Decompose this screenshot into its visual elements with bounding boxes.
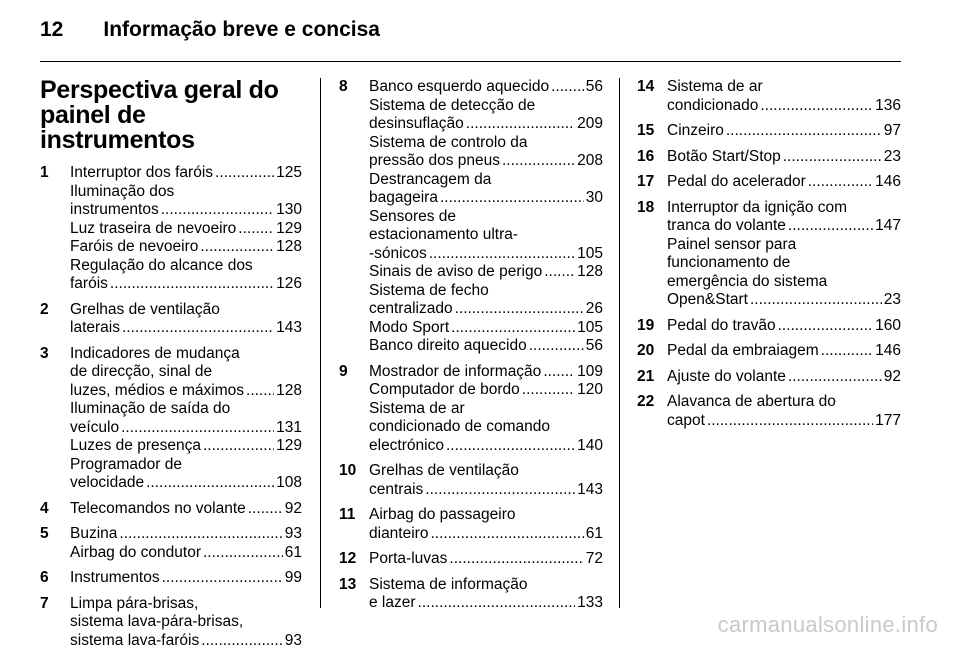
- leader-dots: [248, 500, 283, 519]
- leader-dots: [522, 381, 575, 400]
- entry-number: 14: [637, 78, 655, 95]
- entry-text: condicionado de comando: [369, 418, 550, 435]
- leader-dots: [246, 382, 274, 401]
- entry-text: tranca do volante: [667, 217, 786, 234]
- page-reference[interactable]: 105: [577, 244, 603, 262]
- leader-dots: [529, 337, 584, 356]
- index-entry: [637, 317, 901, 336]
- index-entry: [339, 506, 603, 543]
- entry-number: 3: [40, 344, 49, 362]
- page-reference[interactable]: 92: [284, 499, 302, 517]
- leader-dots: [707, 412, 873, 431]
- leader-dots: [161, 201, 274, 220]
- leader-dots: [502, 152, 575, 171]
- page-reference[interactable]: 130: [276, 201, 302, 218]
- entry-text: laterais: [70, 319, 120, 336]
- leader-dots: [203, 437, 274, 456]
- index-entry: [637, 393, 901, 430]
- entry-number: 13: [339, 575, 357, 593]
- index-entry: [637, 78, 901, 115]
- page-reference[interactable]: 30: [585, 189, 603, 206]
- leader-dots: [201, 632, 283, 651]
- entry-text: Open&Start: [667, 291, 748, 308]
- entry-text: Pedal do acelerador: [667, 173, 806, 190]
- entry-text: -sónicos: [369, 244, 427, 262]
- index-entry: [339, 462, 603, 499]
- entry-text: Botão Start/Stop: [667, 147, 781, 165]
- leader-dots: [788, 368, 882, 387]
- entry-text: Sinais de aviso de perigo: [369, 263, 543, 280]
- index-entry: [637, 173, 901, 192]
- watermark: carmanualsonline.info: [717, 612, 938, 637]
- entry-text: capot: [667, 411, 705, 429]
- entry-text: dianteiro: [369, 524, 429, 542]
- entry-number: 4: [40, 499, 49, 517]
- page-reference[interactable]: 93: [284, 631, 302, 649]
- leader-dots: [455, 300, 584, 319]
- entry-number: 10: [339, 462, 357, 479]
- entry-number: 1: [40, 164, 49, 181]
- entry-number: 7: [40, 594, 49, 612]
- entry-text: Destrancagem da: [369, 170, 492, 188]
- leader-dots: [200, 238, 274, 257]
- page-reference[interactable]: 126: [276, 275, 302, 292]
- page-reference[interactable]: 146: [875, 173, 901, 190]
- column-1: [40, 78, 302, 657]
- entry-text: sistema lava-faróis: [70, 631, 200, 649]
- entry-number: 6: [40, 569, 49, 586]
- entry-number: 15: [637, 122, 655, 139]
- index-entry: [40, 569, 302, 588]
- entry-number: 12: [339, 550, 357, 567]
- column-divider-2: [619, 78, 620, 608]
- page-reference[interactable]: 177: [875, 411, 901, 429]
- page-reference[interactable]: 97: [883, 122, 901, 139]
- entry-number: 8: [339, 78, 348, 95]
- leader-dots: [121, 419, 274, 438]
- entry-text: Sistema de informação: [369, 575, 528, 593]
- index-entry: [637, 122, 901, 141]
- leader-dots: [808, 173, 873, 192]
- entry-number: 18: [637, 198, 655, 216]
- leader-dots: [215, 164, 274, 183]
- entry-text: e lazer: [369, 594, 416, 611]
- index-entry: [339, 550, 603, 569]
- leader-dots: [451, 319, 575, 338]
- leader-dots: [750, 291, 882, 310]
- page-reference[interactable]: 105: [577, 318, 603, 336]
- entry-number: 19: [637, 316, 655, 334]
- entry-text: Limpa pára-brisas,: [70, 594, 199, 612]
- leader-dots: [544, 263, 575, 282]
- entry-text: Regulação do alcance dos: [70, 256, 253, 274]
- leader-dots: [551, 78, 584, 97]
- page-reference[interactable]: 131: [276, 418, 302, 436]
- entry-text: Telecomandos no volante: [70, 499, 246, 517]
- entry-text: Iluminação dos: [70, 182, 175, 200]
- page-reference[interactable]: 160: [875, 316, 901, 334]
- page-reference[interactable]: 140: [577, 436, 603, 454]
- leader-dots: [429, 245, 575, 264]
- index-entry: [339, 78, 603, 356]
- page-reference[interactable]: 143: [577, 480, 603, 498]
- index-entry: [40, 301, 302, 338]
- leader-dots: [238, 220, 274, 239]
- entry-text: Sistema de fecho: [369, 281, 489, 299]
- index-entry: [339, 576, 603, 613]
- entry-text: Banco esquerdo aquecido: [369, 78, 550, 95]
- index-entry: [40, 164, 302, 294]
- page-reference[interactable]: 143: [276, 319, 302, 336]
- page-reference[interactable]: 23: [883, 291, 901, 308]
- entry-text: condicionado: [667, 96, 759, 114]
- entry-text: emergência do sistema: [667, 272, 828, 290]
- page-reference[interactable]: 128: [577, 263, 603, 280]
- section-title: Perspectiva geral do painel de instrumentos: [40, 76, 279, 154]
- page-reference[interactable]: 146: [875, 342, 901, 359]
- entry-number: 2: [40, 300, 49, 318]
- entry-text: Mostrador de informação: [369, 362, 542, 380]
- entry-text: Ajuste do volante: [667, 367, 786, 385]
- page-reference[interactable]: 109: [577, 362, 603, 380]
- entry-text: Instrumentos: [70, 569, 160, 586]
- entry-text: Modo Sport: [369, 318, 450, 336]
- entry-text: Luzes de presença: [70, 437, 201, 454]
- entry-text: estacionamento ultra-: [369, 226, 519, 243]
- page-reference[interactable]: 56: [585, 78, 603, 95]
- column-2: [339, 78, 603, 620]
- page-reference[interactable]: 56: [585, 337, 603, 354]
- entry-text: Computador de bordo: [369, 381, 520, 398]
- entry-number: 9: [339, 362, 348, 380]
- entry-number: 21: [637, 367, 655, 385]
- page-reference[interactable]: 61: [284, 543, 302, 561]
- page-reference[interactable]: 128: [276, 381, 302, 399]
- entry-text: luzes, médios e máximos: [70, 381, 245, 399]
- entry-text: electrónico: [369, 436, 444, 454]
- leader-dots: [430, 525, 583, 544]
- entry-text: Cinzeiro: [667, 122, 724, 139]
- leader-dots: [778, 317, 874, 336]
- entry-number: 16: [637, 147, 655, 165]
- leader-dots: [119, 525, 282, 544]
- page-reference[interactable]: 26: [585, 300, 603, 317]
- leader-dots: [418, 594, 576, 613]
- leader-dots: [110, 275, 274, 294]
- entry-text: Pedal da embraiagem: [667, 342, 819, 359]
- index-entry: [40, 525, 302, 562]
- index-entry: [339, 363, 603, 456]
- page-reference[interactable]: 133: [577, 594, 603, 611]
- leader-dots: [440, 189, 584, 208]
- page-reference[interactable]: 72: [585, 550, 603, 567]
- page-reference[interactable]: 129: [276, 219, 302, 237]
- entry-text: bagageira: [369, 189, 438, 206]
- leader-dots: [425, 481, 575, 500]
- page-number: 12: [40, 18, 64, 41]
- entry-text: Luz traseira de nevoeiro: [70, 219, 237, 237]
- entry-text: Indicadores de mudança: [70, 344, 240, 362]
- entry-text: funcionamento de: [667, 254, 791, 271]
- index-entry: [637, 342, 901, 361]
- entry-text: Alavanca de abertura do: [667, 393, 836, 410]
- page-reference[interactable]: 108: [276, 474, 302, 491]
- leader-dots: [466, 115, 575, 134]
- entry-text: Sistema de ar: [369, 399, 465, 417]
- entry-text: centrais: [369, 480, 424, 498]
- entry-text: Airbag do passageiro: [369, 506, 516, 523]
- page-reference[interactable]: 209: [577, 115, 603, 132]
- entry-text: Interruptor da ignição com: [667, 198, 848, 216]
- leader-dots: [821, 342, 873, 361]
- leader-dots: [449, 550, 583, 569]
- index-entry: [637, 199, 901, 310]
- page-reference[interactable]: 61: [585, 524, 603, 542]
- entry-text: desinsuflação: [369, 115, 464, 132]
- entry-text: Banco direito aquecido: [369, 337, 527, 354]
- page-reference[interactable]: 129: [276, 437, 302, 454]
- entry-text: velocidade: [70, 474, 145, 491]
- page-reference[interactable]: 136: [875, 96, 901, 114]
- entry-text: Sensores de: [369, 207, 457, 225]
- entry-number: 20: [637, 342, 655, 359]
- chapter-title: Informação breve e concisa: [103, 18, 380, 41]
- entry-text: Iluminação de saída do: [70, 400, 231, 417]
- entry-text: Painel sensor para: [667, 235, 797, 253]
- page-reference[interactable]: 208: [577, 152, 603, 169]
- leader-dots: [788, 217, 873, 236]
- header-rule: [40, 61, 901, 62]
- index-entry: [40, 345, 302, 493]
- entry-text: faróis: [70, 275, 108, 292]
- page-header: [40, 18, 380, 48]
- page-reference[interactable]: 120: [577, 381, 603, 398]
- entry-text: Buzina: [70, 525, 118, 542]
- entry-text: de direcção, sinal de: [70, 363, 213, 380]
- leader-dots: [203, 544, 283, 563]
- index-entry: [637, 368, 901, 387]
- entry-number: 22: [637, 393, 655, 410]
- entry-number: 5: [40, 525, 49, 542]
- page-reference[interactable]: 23: [883, 147, 901, 165]
- leader-dots: [122, 319, 274, 338]
- entry-text: sistema lava-pára-brisas,: [70, 613, 244, 630]
- entry-text: Grelhas de ventilação: [369, 462, 519, 479]
- entry-text: Sistema de detecção de: [369, 96, 536, 114]
- entry-text: Porta-luvas: [369, 550, 448, 567]
- entry-text: Faróis de nevoeiro: [70, 238, 199, 255]
- leader-dots: [162, 569, 283, 588]
- entry-text: Programador de: [70, 455, 183, 473]
- column-divider-1: [320, 78, 321, 608]
- page-reference[interactable]: 92: [883, 367, 901, 385]
- leader-dots: [783, 148, 882, 167]
- leader-dots: [543, 363, 575, 382]
- page-reference[interactable]: 93: [284, 525, 302, 542]
- leader-dots: [726, 122, 882, 141]
- leader-dots: [760, 97, 873, 116]
- index-entry: [40, 500, 302, 519]
- entry-text: Sistema de ar: [667, 78, 763, 95]
- entry-text: pressão dos pneus: [369, 152, 500, 169]
- page-reference[interactable]: 125: [276, 164, 302, 181]
- page-reference[interactable]: 128: [276, 238, 302, 255]
- index-entry: [637, 148, 901, 167]
- entry-text: Sistema de controlo da: [369, 133, 528, 151]
- entry-number: 11: [339, 506, 356, 523]
- entry-text: instrumentos: [70, 201, 159, 218]
- page-reference[interactable]: 99: [284, 569, 302, 586]
- entry-text: veículo: [70, 418, 120, 436]
- page-reference[interactable]: 147: [875, 217, 901, 234]
- entry-number: 17: [637, 173, 655, 190]
- column-3: [637, 78, 901, 437]
- entry-text: Airbag do condutor: [70, 543, 201, 561]
- entry-text: Grelhas de ventilação: [70, 300, 220, 318]
- entry-text: centralizado: [369, 300, 453, 317]
- leader-dots: [146, 474, 274, 493]
- entry-text: Interruptor dos faróis: [70, 164, 214, 181]
- leader-dots: [446, 437, 575, 456]
- entry-text: Pedal do travão: [667, 316, 776, 334]
